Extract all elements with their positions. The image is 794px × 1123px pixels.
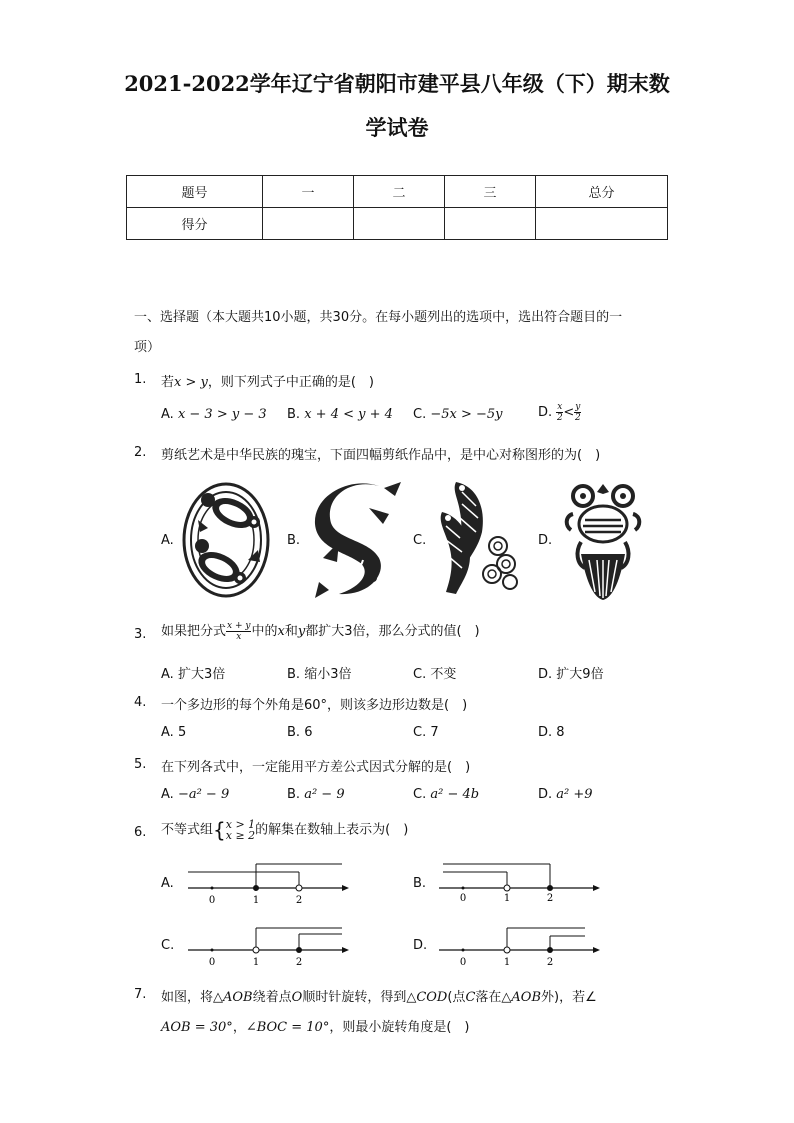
q7-text: (点 bbox=[447, 990, 466, 1005]
option-label: B. bbox=[287, 407, 301, 422]
option-label: B. bbox=[287, 667, 301, 682]
q3-option-b[interactable] bbox=[287, 663, 351, 682]
q7-text: 顺时针旋转，得到 bbox=[302, 990, 407, 1005]
score-header-cell: 题号 bbox=[127, 176, 263, 208]
q3-stem-pre: 如果把分式 bbox=[161, 624, 227, 639]
tick-label: 2 bbox=[546, 893, 554, 904]
q7-math: O bbox=[291, 990, 303, 1005]
option-text: 扩大3倍 bbox=[177, 667, 226, 682]
question-number: 2. bbox=[134, 445, 147, 460]
question-7-stem-line1 bbox=[161, 986, 597, 1005]
tick-label: 0 bbox=[208, 895, 216, 906]
score-table-header-row bbox=[127, 176, 668, 208]
q7-text: 外)，若∠ bbox=[541, 990, 597, 1005]
q5-option-d[interactable] bbox=[538, 787, 593, 802]
tick-label: 2 bbox=[295, 895, 303, 906]
tick-label: 2 bbox=[546, 957, 554, 968]
q6-option-b-label[interactable]: B. bbox=[413, 876, 427, 891]
tick-label: 0 bbox=[459, 893, 467, 904]
score-cell bbox=[445, 208, 536, 240]
score-cell bbox=[536, 208, 668, 240]
score-row-label: 得分 bbox=[127, 208, 263, 240]
q1-stem-post: ，则下列式子中正确的是( ) bbox=[207, 375, 375, 390]
fraction-denominator: x bbox=[236, 632, 242, 642]
option-label: A. bbox=[161, 407, 174, 422]
paper-title-line2: 学试卷 bbox=[365, 115, 429, 140]
q2-option-b-label[interactable]: B. bbox=[287, 533, 301, 548]
option-label: D. bbox=[538, 405, 553, 420]
option-label: C. bbox=[413, 725, 427, 740]
q1-option-a[interactable] bbox=[161, 407, 267, 422]
q3-stem-mid: 中的 bbox=[251, 624, 278, 639]
score-cell bbox=[354, 208, 445, 240]
q3-option-c[interactable] bbox=[413, 663, 456, 682]
q3-var-y: y bbox=[297, 624, 306, 639]
q6-stem-pre: 不等式组 bbox=[161, 822, 214, 838]
number-line-b[interactable] bbox=[435, 858, 601, 906]
option-label: B. bbox=[287, 787, 301, 802]
q2-option-a-label[interactable]: A. bbox=[161, 533, 174, 548]
q7-text: 如图，将 bbox=[161, 990, 214, 1005]
q1-stem-pre: 若 bbox=[161, 375, 175, 390]
option-label: C. bbox=[413, 787, 427, 802]
option-label: C. bbox=[413, 407, 427, 422]
option-text: x − 3 > y − 3 bbox=[177, 407, 267, 422]
score-header-cell: 一 bbox=[263, 176, 354, 208]
option-text: 不变 bbox=[430, 667, 457, 682]
question-6-stem bbox=[161, 818, 408, 842]
option-label: D. bbox=[538, 787, 553, 802]
option-label: D. bbox=[538, 725, 553, 740]
q6-stem-post: 的解集在数轴上表示为( ) bbox=[255, 822, 409, 838]
option-text: 8 bbox=[556, 725, 565, 740]
q1-option-b[interactable] bbox=[287, 407, 393, 422]
fraction-denominator: 2 bbox=[556, 413, 563, 423]
q5-option-c[interactable] bbox=[413, 787, 479, 802]
number-line-a[interactable] bbox=[184, 858, 350, 906]
fraction-numerator: x bbox=[557, 402, 563, 412]
option-label: B. bbox=[287, 725, 301, 740]
q7-math: △COD bbox=[406, 990, 448, 1005]
q6-option-c-label[interactable]: C. bbox=[161, 938, 175, 953]
q3-stem-mid: 和 bbox=[284, 624, 298, 639]
q6-option-a-label[interactable]: A. bbox=[161, 876, 174, 891]
option-label: D. bbox=[538, 667, 553, 682]
papercut-s-fish-image[interactable] bbox=[309, 478, 405, 602]
q5-option-a[interactable] bbox=[161, 787, 229, 802]
inequality-1: x > 1 bbox=[225, 818, 256, 831]
q4-option-b[interactable] bbox=[287, 725, 312, 740]
q2-option-c-label[interactable]: C. bbox=[413, 533, 427, 548]
papercut-two-fish-image[interactable] bbox=[436, 476, 522, 600]
section-heading bbox=[134, 303, 664, 363]
option-label: A. bbox=[161, 667, 174, 682]
q1-stem-math: x > y bbox=[174, 375, 208, 390]
question-4-stem: 一个多边形的每个外角是60°，则该多边形边数是( ) bbox=[161, 698, 468, 713]
q4-option-a[interactable] bbox=[161, 725, 186, 740]
q7-text: ， bbox=[232, 1020, 246, 1035]
inequality-2: x ≥ 2 bbox=[225, 829, 256, 842]
question-number: 1. bbox=[134, 372, 147, 387]
fraction-numerator: y bbox=[575, 402, 581, 412]
question-number: 3. bbox=[134, 627, 147, 642]
section-heading-line1: 一、选择题（本大题共10小题，共30分。在每小题列出的选项中，选出符合题目的一 bbox=[134, 310, 623, 325]
question-number: 4. bbox=[134, 695, 147, 710]
option-text: 7 bbox=[430, 725, 439, 740]
option-text: 6 bbox=[304, 725, 313, 740]
section-heading-line2: 项） bbox=[134, 340, 161, 355]
option-text: a² − 4b bbox=[430, 787, 480, 802]
number-line-d[interactable] bbox=[435, 920, 601, 970]
tick-label: 0 bbox=[459, 957, 467, 968]
q6-option-d-label[interactable]: D. bbox=[413, 938, 428, 953]
q1-option-c[interactable] bbox=[413, 407, 503, 422]
option-text: 扩大9倍 bbox=[556, 667, 604, 682]
q7-text: 绕着点 bbox=[252, 990, 292, 1005]
brace-glyph: { bbox=[213, 818, 226, 842]
tick-label: 0 bbox=[208, 957, 216, 968]
option-text: x + 4 < y + 4 bbox=[304, 407, 393, 422]
score-header-cell: 二 bbox=[354, 176, 445, 208]
fraction bbox=[574, 402, 581, 423]
q5-option-b[interactable] bbox=[287, 787, 345, 802]
question-2-stem: 剪纸艺术是中华民族的瑰宝，下面四幅剪纸作品中，是中心对称图形的为( ) bbox=[161, 448, 601, 463]
option-text: a² +9 bbox=[556, 787, 593, 802]
score-cell bbox=[263, 208, 354, 240]
question-3-stem bbox=[161, 620, 480, 642]
fraction-numerator: x + y bbox=[227, 621, 251, 631]
option-text: −a² − 9 bbox=[177, 787, 230, 802]
question-7-stem-line2 bbox=[161, 1016, 469, 1035]
question-1-stem bbox=[161, 371, 374, 390]
paper-title-line1: 2021-2022学年辽宁省朝阳市建平县八年级（下）期末数 bbox=[124, 71, 670, 96]
score-header-cell: 三 bbox=[445, 176, 536, 208]
q7-math: △AOB bbox=[213, 990, 253, 1005]
q3-option-d[interactable] bbox=[538, 663, 604, 682]
fraction bbox=[226, 621, 251, 642]
q3-option-a[interactable] bbox=[161, 663, 225, 682]
q3-stem-post: 都扩大3倍，那么分式的值( ) bbox=[305, 624, 480, 639]
tick-label: 1 bbox=[503, 893, 511, 904]
q7-math: △AOB bbox=[501, 990, 542, 1005]
option-text: a² − 9 bbox=[304, 787, 345, 802]
number-line-c[interactable] bbox=[184, 920, 350, 970]
question-number: 6. bbox=[134, 825, 147, 840]
option-text: 5 bbox=[177, 725, 187, 740]
q4-option-d[interactable] bbox=[538, 725, 565, 740]
q7-text: 落在 bbox=[475, 990, 502, 1005]
q7-math: AOB = 30° bbox=[161, 1020, 233, 1035]
question-5-stem: 在下列各式中，一定能用平方差公式因式分解的是( ) bbox=[161, 760, 471, 775]
option-text: −5x > −5y bbox=[430, 407, 503, 422]
q7-math: ∠BOC = 10° bbox=[245, 1020, 330, 1035]
option-label: C. bbox=[413, 667, 427, 682]
papercut-goldfish-image[interactable] bbox=[561, 480, 645, 602]
score-table bbox=[126, 175, 668, 240]
inequality-system bbox=[226, 819, 255, 841]
q1-option-d[interactable] bbox=[538, 402, 581, 423]
q4-option-c[interactable] bbox=[413, 725, 439, 740]
q2-option-d-label[interactable]: D. bbox=[538, 533, 553, 548]
question-number: 7. bbox=[134, 987, 147, 1002]
score-header-cell: 总分 bbox=[536, 176, 668, 208]
question-number: 5. bbox=[134, 757, 147, 772]
q7-text: ，则最小旋转角度是( ) bbox=[329, 1020, 470, 1035]
option-label: A. bbox=[161, 787, 174, 802]
q3-var-x: x bbox=[277, 624, 285, 639]
papercut-fish-oval-image[interactable] bbox=[178, 480, 274, 600]
q7-math: C bbox=[465, 990, 476, 1005]
tick-label: 1 bbox=[252, 957, 260, 968]
operator: < bbox=[563, 405, 575, 420]
tick-label: 1 bbox=[503, 957, 511, 968]
score-table-row bbox=[127, 208, 668, 240]
tick-label: 2 bbox=[295, 957, 303, 968]
fraction-denominator: 2 bbox=[574, 413, 581, 423]
tick-label: 1 bbox=[252, 895, 260, 906]
option-text: 缩小3倍 bbox=[304, 667, 352, 682]
option-label: A. bbox=[161, 725, 174, 740]
